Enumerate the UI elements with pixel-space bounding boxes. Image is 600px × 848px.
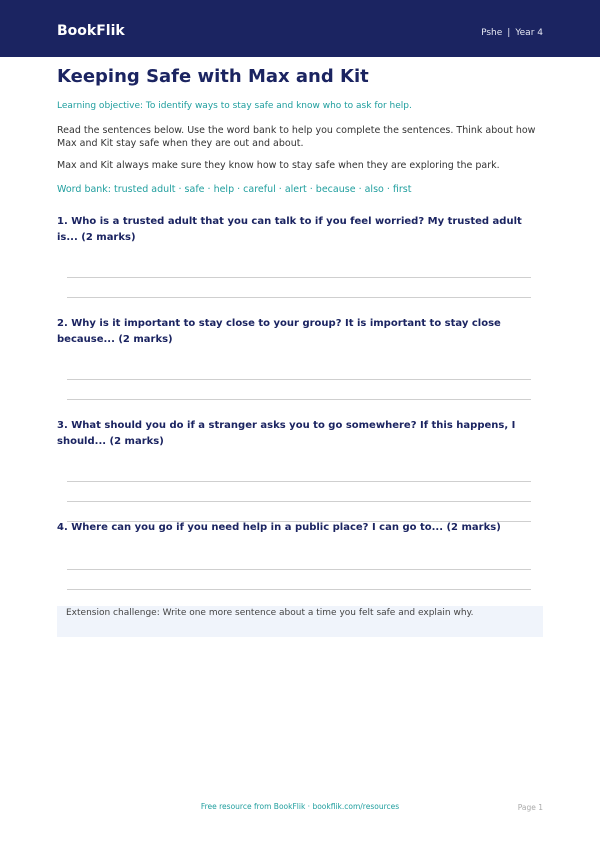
answer-line[interactable]: [67, 481, 531, 482]
learning-objective: Learning objective: To identify ways to stay safe and know who to ask for help.: [57, 101, 412, 111]
answer-line[interactable]: [67, 589, 531, 590]
extension-challenge: Extension challenge: Write one more sentence about a time you felt safe and explain why.: [66, 608, 474, 618]
header-meta: [481, 28, 543, 38]
answer-line[interactable]: [67, 379, 531, 380]
brand-logo: BookFlik: [57, 23, 125, 39]
page-title: Keeping Safe with Max and Kit: [57, 66, 369, 87]
meta-separator: |: [507, 28, 511, 38]
answer-line[interactable]: [67, 297, 531, 298]
question-1: 1. Who is a trusted adult that you can talk to if you feel worried? My trusted adult is... (2 marks): [57, 216, 522, 243]
page-number: Page 1: [517, 803, 543, 812]
answer-line[interactable]: [67, 501, 531, 502]
page-header: [0, 0, 600, 57]
instructions: Read the sentences below. Use the word bank to help you complete the sentences. Think about how Max and Kit stay safe when they are out and about.: [57, 125, 536, 149]
year-label: Year 4: [515, 28, 543, 38]
subject-label: Pshe: [481, 28, 503, 38]
answer-line[interactable]: [67, 569, 531, 570]
extension-box: [57, 606, 543, 637]
footer-resource-link[interactable]: Free resource from BookFlik · bookflik.com/resources: [200, 802, 400, 811]
question-4: 4. Where can you go if you need help in a public place? I can go to... (2 marks): [57, 522, 501, 533]
question-3: 3. What should you do if a stranger asks you to go somewhere? If this happens, I should... (2 marks): [57, 420, 516, 447]
word-bank: Word bank: trusted adult · safe · help · careful · alert · because · also · first: [57, 184, 412, 195]
answer-line[interactable]: [67, 399, 531, 400]
question-2: 2. Why is it important to stay close to your group? It is important to stay close because... (2 marks): [57, 318, 501, 345]
context-sentence: Max and Kit always make sure they know how to stay safe when they are exploring the park.: [57, 160, 500, 171]
answer-line[interactable]: [67, 277, 531, 278]
